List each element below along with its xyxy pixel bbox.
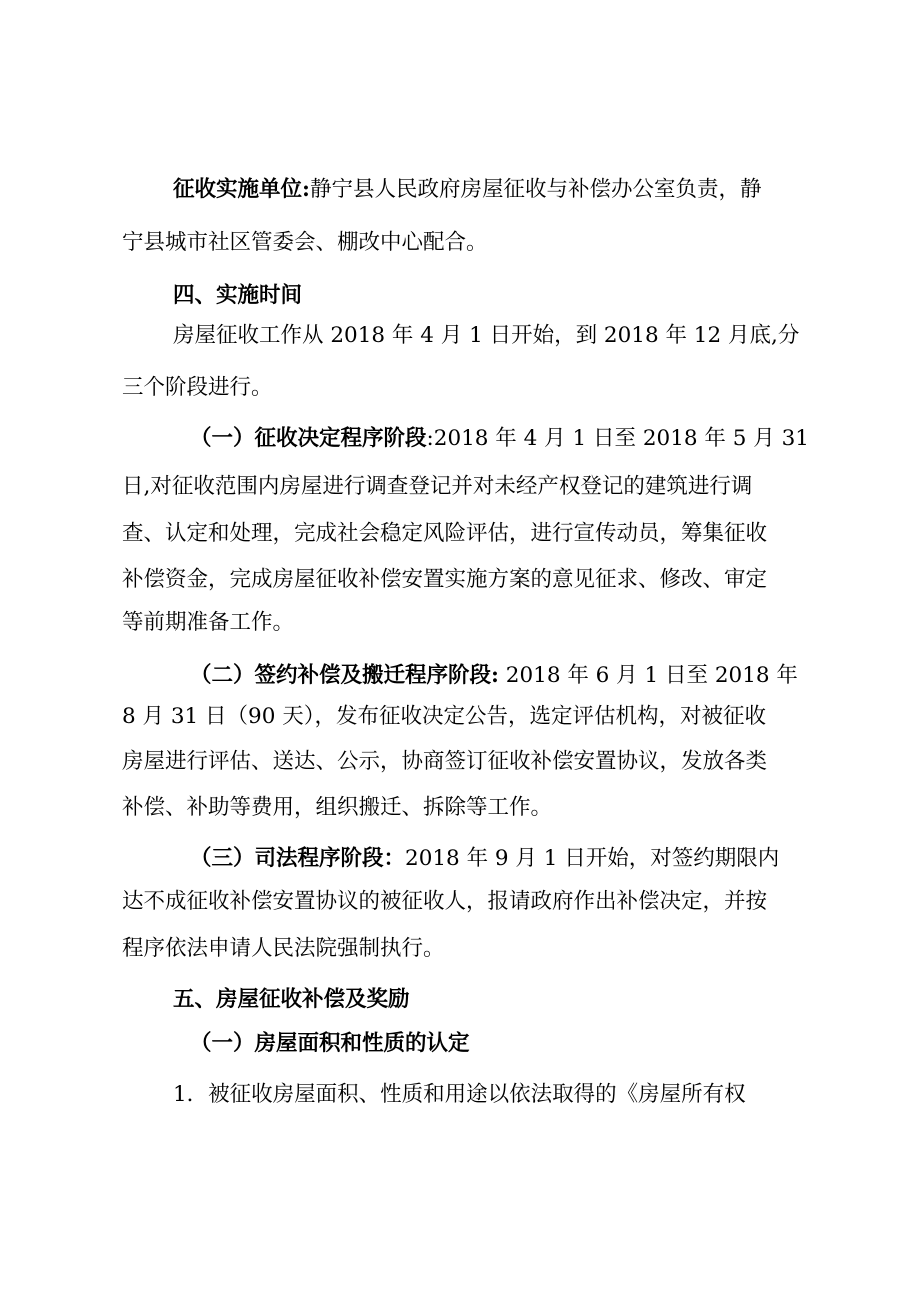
paragraph-stage-1-cont-3: 补偿资金，完成房屋征收补偿安置实施方案的意见征求、修改、审定: [122, 567, 768, 592]
paragraph-stage-2: [190, 665, 798, 687]
subsection-heading-1: （一）房屋面积和性质的认定: [190, 1031, 470, 1056]
paragraph-schedule-cont: 三个阶段进行。: [122, 375, 273, 400]
paragraph-stage-1-cont-4: 等前期准备工作。: [122, 610, 295, 635]
section-heading-5: 五、房屋征收补偿及奖励: [173, 987, 410, 1012]
stage-1-label: （一）征收决定程序阶段: [190, 426, 427, 451]
paragraph-implementing-unit: [173, 179, 761, 201]
paragraph-schedule: 房屋征收工作从 2018 年 4 月 1 日开始，到 2018 年 12 月底,分: [173, 323, 800, 348]
paragraph-stage-1-cont-1: 日,对征收范围内房屋进行调查登记并对未经产权登记的建筑进行调: [122, 474, 753, 499]
stage-2-label: （二）签约补偿及搬迁程序阶段:: [190, 663, 499, 688]
paragraph-stage-1-cont-2: 查、认定和处理，完成社会稳定风险评估，进行宣传动员，筹集征收: [122, 521, 768, 546]
stage-1-text: :2018 年 4 月 1 日至 2018 年 5 月 31: [426, 426, 809, 451]
stage-3-label: （三）司法程序阶段：: [190, 846, 406, 871]
paragraph-stage-2-cont-3: 补偿、补助等费用，组织搬迁、拆除等工作。: [122, 795, 553, 820]
paragraph-stage-2-cont-2: 房屋进行评估、送达、公示，协商签订征收补偿安置协议，发放各类: [122, 749, 768, 774]
section-heading-4: 四、实施时间: [173, 283, 303, 308]
implementing-unit-text: 静宁县人民政府房屋征收与补偿办公室负责，静: [309, 177, 762, 202]
stage-2-text: 2018 年 6 月 1 日至 2018 年: [498, 663, 798, 688]
paragraph-stage-3-cont-1: 达不成征收补偿安置协议的被征收人，报请政府作出补偿决定，并按: [122, 889, 768, 914]
paragraph-stage-2-cont-1: 8 月 31 日（90 天），发布征收决定公告，选定评估机构，对被征收: [122, 704, 766, 729]
paragraph-implementing-unit-cont: 宁县城市社区管委会、棚改中心配合。: [122, 230, 488, 255]
paragraph-stage-3: [190, 848, 779, 870]
implementing-unit-label: 征收实施单位:: [173, 177, 310, 202]
paragraph-stage-1: [190, 428, 809, 450]
paragraph-stage-3-cont-2: 程序依法申请人民法院强制执行。: [122, 936, 445, 961]
paragraph-item-1: 1．被征收房屋面积、性质和用途以依法取得的《房屋所有权: [173, 1082, 746, 1107]
stage-3-text: 2018 年 9 月 1 日开始，对签约期限内: [405, 846, 780, 871]
